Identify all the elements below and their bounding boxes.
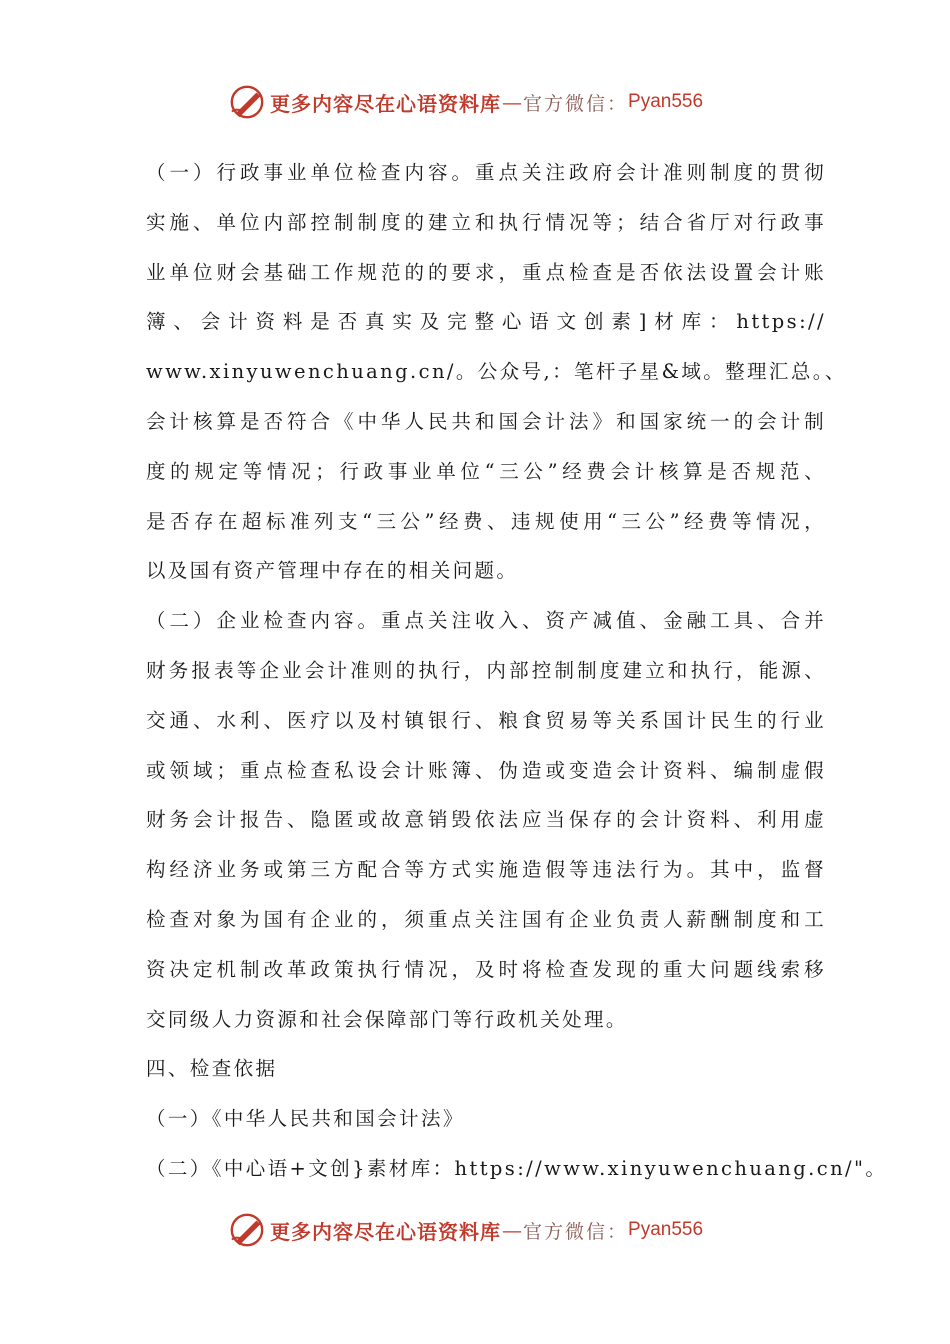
text-line: 会计核算是否符合《中华人民共和国会计法》和国家统一的会计制 [146,409,826,433]
text-line: 以及国有资产管理中存在的相关问题。 [146,559,519,583]
document-body [146,148,888,1194]
text-line: 交通、水利、医疗以及村镇银行、粮食贸易等关系国计民生的行业 [146,708,826,732]
section-heading: 四、检查依据 [146,1057,278,1081]
text-line: （一）《中华人民共和国会计法》 [146,1107,465,1131]
banner-wechat-id: Pyan556 [628,91,704,112]
banner-wechat-id: Pyan556 [628,1219,704,1240]
footer-banner [228,1210,748,1250]
text-line: 财务会计报告、隐匿或故意销毁依法应当保存的会计资料、利用虚 [146,808,826,832]
pen-logo-icon [228,1211,266,1249]
text-line: 交同级人力资源和社会保障部门等行政机关处理。 [146,1007,628,1031]
text-line: 业单位财会基础工作规范的的要求，重点检查是否依法设置会计账 [146,260,826,284]
text-line: 实施、单位内部控制制度的建立和执行情况等；结合省厅对行政事 [146,210,826,234]
text-line: 或领域；重点检查私设会计账簿、伪造或变造会计资料、编制虚假 [146,758,826,782]
text-line: 财务报表等企业会计准则的执行，内部控制制度建立和执行，能源、 [146,658,826,682]
banner-wechat-label: 官方微信： [523,1220,629,1243]
text-line: （一）行政事业单位检查内容。重点关注政府会计准则制度的贯彻 [146,161,826,184]
banner-main-text: 更多内容尽在心语资料库 [270,91,501,116]
pen-logo-icon [228,83,266,121]
text-line: 构经济业务或第三方配合等方式实施造假等违法行为。其中，监督 [146,858,826,882]
text-line: www.xinyuwenchuang.cn/。公众号,：笔杆子星&域。整理汇总。、 [146,360,847,384]
text-line: 簿、会计资料是否真实及完整心语文创素]材库：https:// [146,310,826,334]
header-banner [228,82,748,122]
banner-dash: — [502,90,522,114]
banner-wechat-label: 官方微信： [523,92,629,115]
text-line: 是否存在超标准列支“三公”经费、违规使用“三公”经费等情况， [146,509,826,533]
text-line: 资决定机制改革政策执行情况，及时将检查发现的重大问题线索移 [146,957,826,981]
text-line: （二）企业检查内容。重点关注收入、资产减值、金融工具、合并 [146,609,826,633]
text-line: （二）《中心语+文创}素材库：https://www.xinyuwenchuang.cn/"。 [146,1156,888,1180]
banner-dash: — [502,1218,522,1242]
banner-main-text: 更多内容尽在心语资料库 [270,1219,501,1244]
text-line: 检查对象为国有企业的，须重点关注国有企业负责人薪酬制度和工 [146,907,826,931]
text-line: 度的规定等情况；行政事业单位“三公”经费会计核算是否规范、 [146,459,826,483]
